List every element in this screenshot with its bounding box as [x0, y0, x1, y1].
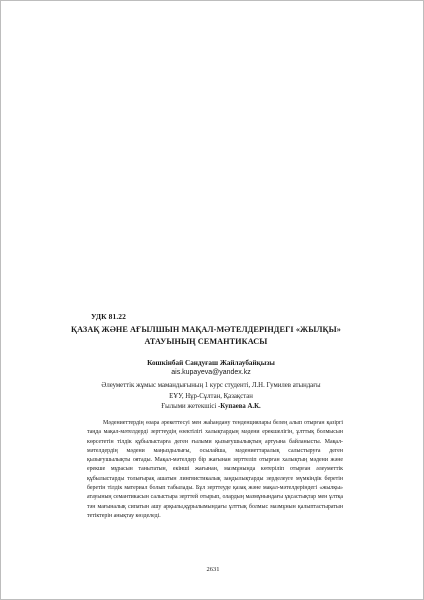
paper-title	[71, 324, 341, 347]
affiliation-line-2: ЕҰУ, Нұр-Сұлтан, Қазақстан	[169, 393, 253, 400]
title-line-2: АТАУЫНЫҢ СЕМАНТИКАСЫ	[144, 336, 268, 346]
title-line-1: ҚАЗАҚ ЖӘНЕ АҒЫЛШЫН МАҚАЛ-МӘТЕЛДЕРІНДЕГІ «ЖЫЛҚЫ»	[71, 325, 341, 334]
author-affiliation	[31, 380, 391, 402]
page-number: 2631	[206, 566, 220, 573]
advisor-name: Купаева А.К.	[220, 403, 261, 410]
author-name: Кошкінбай Сандуғаш Жайлаубайқызы	[147, 359, 275, 367]
advisor-label: Ғылыми жетекшісі -	[161, 403, 221, 410]
author-email: ais.kupayeva@yandex.kz	[171, 369, 251, 376]
scientific-advisor	[41, 403, 381, 410]
abstract-paragraph: Мәдениеттердің өзара әрекеттесуі мен жаһандану тенденциялары белең алып отырған қазіргі таңда мақал-мәтелдерді зерттеудің өзектілігі халықтардың мәдени ерекшелігін, ұлттық болмысын көрсететін тілдік құбылыстарға деген ғылыми қызығушылықтың артуына байланысты. Мақал-мәтелдердің мәдени маңыздылығы, осылайша, мәдениеттаралық салыстыруға деген қызығушылықты оятады. Мақал-мәтелдер бір жағынан зерттеліп отырған халықтың мәдени және ерекше мұрасын танытатын, екінші жағынан, мазмұнында көтеріліп отырған әлеуметтік құбылыстарды толығырақ ашатын лингвистикалық заңдылықтарды зерделеуге мүмкіндік беретін беретін тілдік материал болып табылады. Бұл зерттеуде қазақ және мақал-мәтелдеріндегі «жылқы» атауының семантикасын салыстыра зерттей отырып, олардың мазмұнындағы ұқсастықтар мен ұлтқа тән мағыналық сипатын ашу арқылы,құрылымындағы ұлттық болмыс мазмұнын қалыптастыратын тетіктерін анықтау көзделеді.	[87, 420, 343, 519]
affiliation-line-1: Әлеуметтік жұмыс мамандығының 1 курс студенті, Л.Н. Гумилев атындағы	[101, 382, 321, 389]
udk-code: УДК 81.22	[91, 312, 126, 321]
